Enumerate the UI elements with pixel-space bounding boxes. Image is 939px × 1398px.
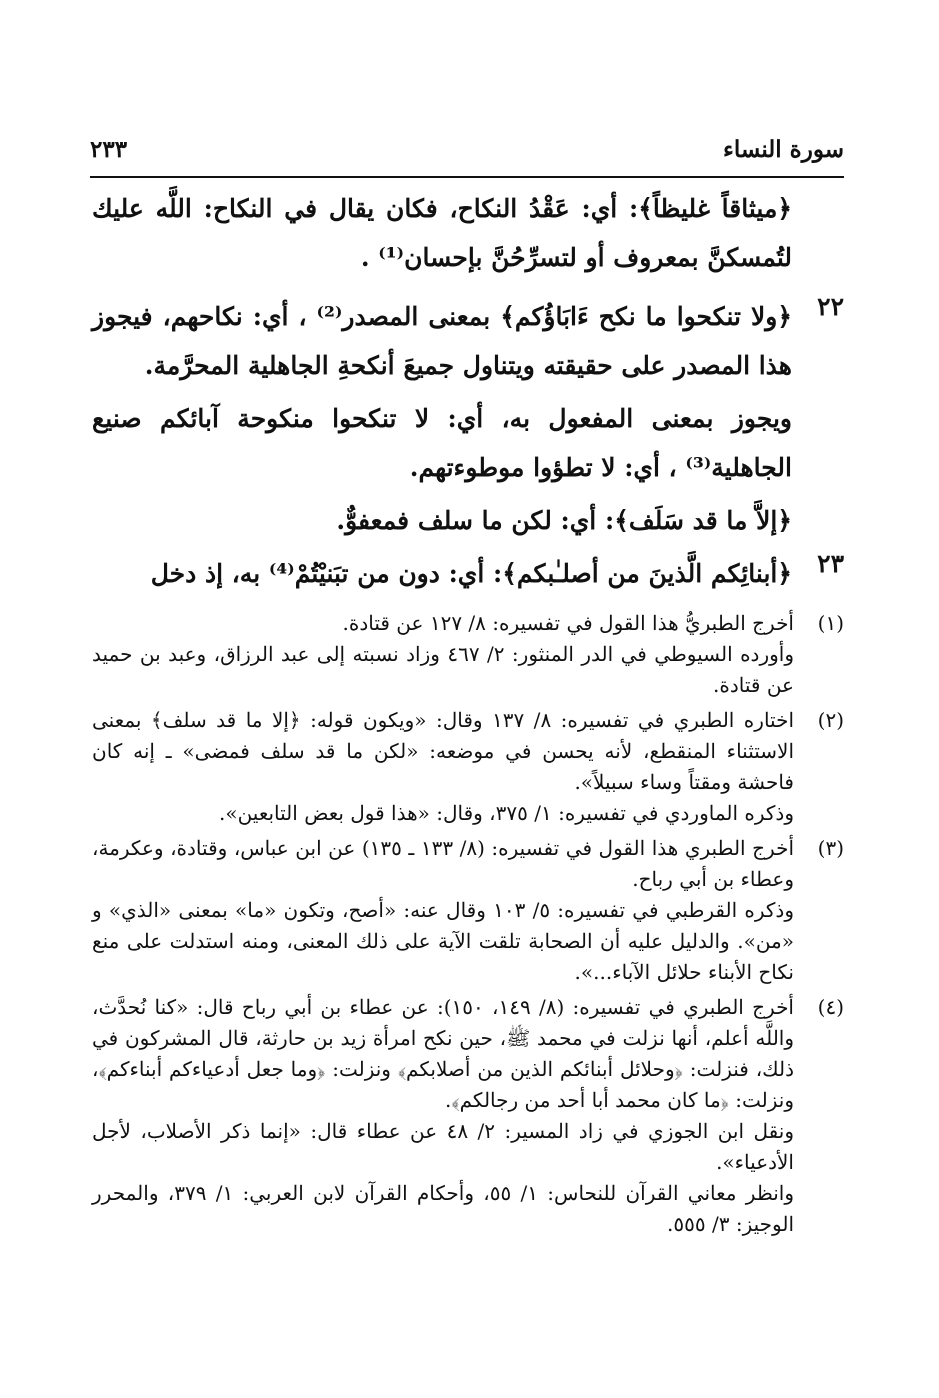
- footnote-paragraph: أخرج الطبري في تفسيره: (٨/ ١٤٩، ١٥٠): عن عطاء بن أبي رباح قال: «كنا نُحدَّث، واللَّه أعلم، أنها نزلت في محمد ﷺ، حين نكح امرأة زيد بن حارثة، قال المشركون في ذلك، فنزلت: ﴿وحلائل أبنائكم الذين من أصلابكم﴾ ونزلت: ﴿وما جعل أدعياءكم أبناءكم﴾، ونزلت: ﴿ما كان محمد أبا أحد من رجالكم﴾.: [92, 995, 795, 1112]
- footnote: [92, 705, 844, 829]
- verse-block: [92, 292, 844, 390]
- commentary-body: [92, 184, 844, 598]
- footnote-paragraph: أخرج الطبريُّ هذا القول في تفسيره: ٨/ ١٢٧ عن قتادة.: [342, 611, 794, 635]
- page-header: [90, 132, 844, 176]
- footnote-paragraph: أخرج الطبري هذا القول في تفسيره: (٨/ ١٣٣ ـ ١٣٥) عن ابن عباس، وقتادة، وعكرمة، وعطاء بن أبي رباح.: [92, 836, 795, 891]
- commentary-paragraph: ويجوز بمعنى المفعول به، أي: لا تنكحوا منكوحة آبائكم صنيع الجاهلية⁽³⁾ ، أي: لا تطؤوا موطوءتهم.: [92, 404, 792, 482]
- footnote-paragraph: اختاره الطبري في تفسيره: ٨/ ١٣٧ وقال: «ويكون قوله: ﴿إلا ما قد سلف﴾ بمعنى الاستثناء المنقطع، لأنه يحسن في موضعه: «لكن ما قد سلف فمضى» ـ إنه كان فاحشة ومقتاً وساء سبيلاً».: [92, 708, 794, 794]
- footnote: [92, 992, 844, 1240]
- commentary-paragraph: ﴿أبنائِكم الَّذينَ من أصلـٰبكم﴾: أي: دون من تبَنيْتُمْ⁽⁴⁾ به، إذ دخل: [150, 559, 792, 588]
- commentary-block: [92, 394, 844, 492]
- footnote-number: (١): [817, 611, 844, 635]
- header-rule: [90, 176, 844, 178]
- footnote-paragraph: وأورده السيوطي في الدر المنثور: ٢/ ٤٦٧ وزاد نسبته إلى عبد الرزاق، وعبد بن حميد عن قتادة.: [92, 642, 794, 697]
- commentary-block: [92, 184, 844, 282]
- footnote-paragraph: وذكره القرطبي في تفسيره: ٥/ ١٠٣ وقال عنه: «أصح، وتكون «ما» بمعنى «الذي» و «من». والدليل عليه أن الصحابة تلقت الآية على ذلك المعنى، ومنه استدلت على منع نكاح الأبناء حلائل الآباء...».: [92, 898, 794, 984]
- commentary-block: [92, 496, 844, 545]
- verse-number: ٢٢: [817, 292, 844, 321]
- running-title: سورة النساء: [723, 136, 844, 163]
- footnote: [92, 608, 844, 701]
- commentary-paragraph: ﴿ولا تنكحوا ما نكح ءَابَاؤُكم﴾ بمعنى المصدر⁽²⁾ ، أي: نكاحهم، فيجوز هذا المصدر على حقيقته ويتناول جميعَ أنكحةِ الجاهلية المحرَّمة.: [92, 302, 792, 380]
- verse-number: ٢٣: [817, 549, 844, 578]
- footnote-number: (٢): [817, 708, 844, 732]
- footnote-number: (٤): [817, 995, 844, 1019]
- footnotes: [92, 608, 844, 1240]
- footnote-paragraph: ونقل ابن الجوزي في زاد المسير: ٢/ ٤٨ عن عطاء قال: «إنما ذكر الأصلاب، لأجل الأدعياء».: [92, 1119, 794, 1174]
- page-number: ٢٣٣: [90, 136, 128, 163]
- footnote-paragraph: وذكره الماوردي في تفسيره: ١/ ٣٧٥، وقال: «هذا قول بعض التابعين».: [218, 801, 794, 825]
- footnote: [92, 833, 844, 988]
- verse-block: [92, 549, 844, 598]
- commentary-paragraph: ﴿إلاَّ ما قد سَلَف﴾: أي: لكن ما سلف فمعفوٌّ.: [336, 506, 792, 535]
- footnote-number: (٣): [817, 836, 844, 860]
- footnote-paragraph: وانظر معاني القرآن للنحاس: ١/ ٥٥، وأحكام القرآن لابن العربي: ١/ ٣٧٩، والمحرر الوجيز: ٣/ ٥٥٥.: [92, 1181, 794, 1236]
- commentary-paragraph: ﴿ميثاقاً غليظاً﴾: أي: عَقْدُ النكاح، فكان يقال في النكاح: اللَّه عليك لتُمسكنَّ بمعروف أو لتسرِّحُنَّ بإحسان⁽¹⁾ .: [92, 194, 792, 272]
